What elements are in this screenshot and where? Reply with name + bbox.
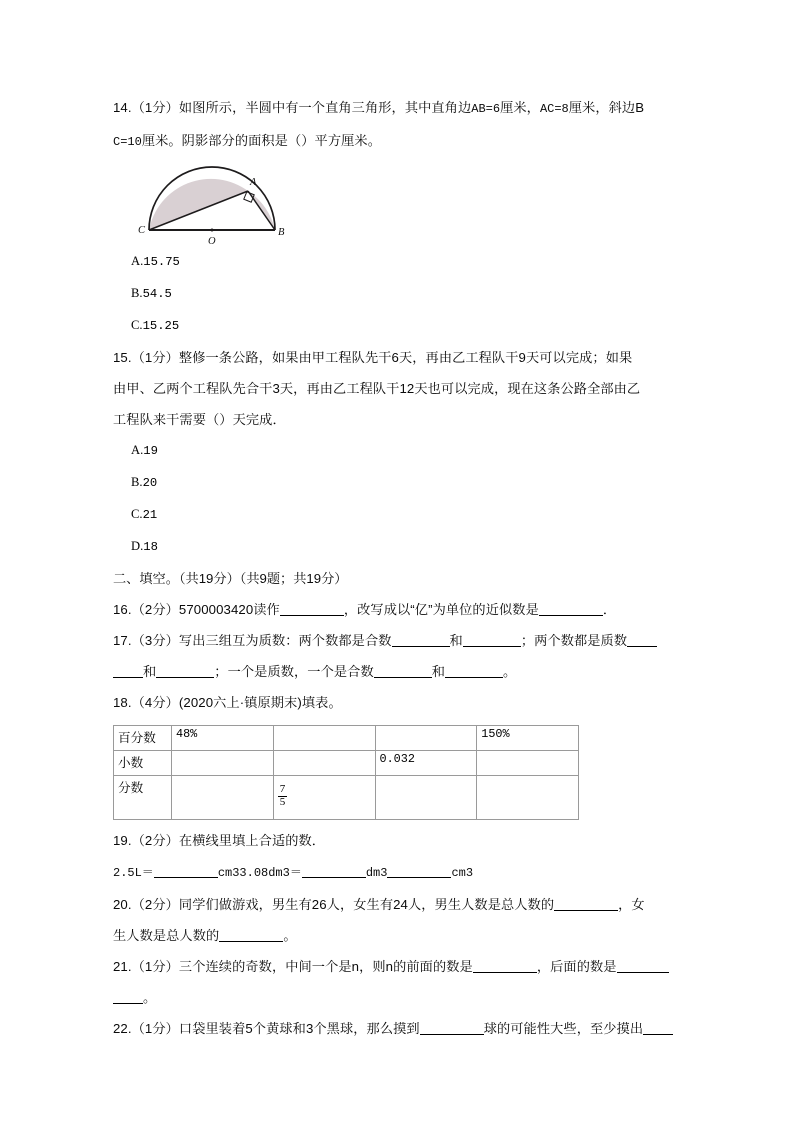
fraction-denominator: 5 — [279, 795, 286, 808]
question-17-seg2: 和 — [449, 633, 463, 648]
answer-blank[interactable] — [539, 615, 603, 616]
option-value: 18 — [143, 540, 158, 554]
svg-text:C: C — [138, 225, 146, 236]
table-row-decimal — [114, 751, 579, 776]
question-15-option-c[interactable] — [131, 499, 676, 531]
option-key: D. — [131, 539, 144, 553]
cell-percent-4[interactable]: 150% — [477, 726, 579, 751]
question-14-line2-a: C=10 — [113, 135, 142, 149]
answer-blank-wrap-end[interactable] — [113, 677, 143, 678]
cell-fraction-4[interactable] — [477, 776, 579, 820]
question-17-line2 — [113, 656, 676, 687]
cell-percent-1[interactable]: 48% — [172, 726, 274, 751]
option-key: A. — [131, 254, 144, 268]
question-20-l2-seg2: 。 — [283, 928, 297, 943]
option-value: 21 — [142, 508, 158, 522]
cell-fraction-3[interactable] — [375, 776, 477, 820]
answer-blank[interactable] — [554, 910, 618, 911]
row-header-fraction: 分数 — [114, 776, 172, 820]
question-20-line2 — [113, 920, 676, 951]
option-key: C. — [131, 318, 143, 332]
cell-decimal-4[interactable] — [477, 751, 579, 776]
question-19-seg2: cm33.08dm3＝ — [217, 866, 302, 880]
svg-text:O: O — [208, 236, 216, 246]
answer-blank[interactable] — [387, 877, 451, 878]
row-header-percent: 百分数 — [114, 726, 172, 751]
question-14-figure-wrap — [135, 160, 676, 246]
question-22-line1 — [113, 1013, 676, 1044]
question-17-l2-seg4: 。 — [503, 664, 517, 679]
question-18-prompt: 18.（4分）(2020六上·镇原期末)填表。 — [113, 695, 342, 710]
question-20-seg1: 20.（2分）同学们做游戏，男生有26人，女生有24人，男生人数是总人数的 — [113, 897, 555, 912]
answer-blank[interactable] — [280, 615, 344, 616]
question-17-seg1: 17.（3分）写出三组互为质数：两个数都是合数 — [113, 633, 392, 648]
answer-blank-wrap-start[interactable] — [617, 972, 669, 973]
cell-percent-3[interactable] — [375, 726, 477, 751]
question-20-seg2: ，女 — [618, 897, 645, 912]
question-19-seg3: dm3 — [365, 866, 388, 880]
cell-decimal-1[interactable] — [172, 751, 274, 776]
question-14 — [113, 92, 676, 125]
option-key: C. — [131, 507, 143, 521]
question-14-line2 — [113, 125, 676, 158]
question-19-prompt: 19.（2分）在横线里填上合适的数． — [113, 833, 326, 848]
cell-percent-2[interactable] — [273, 726, 375, 751]
answer-blank[interactable] — [463, 646, 521, 647]
option-value: 20 — [142, 476, 158, 490]
question-16-seg2: ，改写成以“亿”为单位的近似数是 — [343, 602, 539, 617]
table-row-percent — [114, 726, 579, 751]
question-15-option-b[interactable] — [131, 467, 676, 499]
question-16-seg1: 16.（2分）5700003420读作 — [113, 602, 280, 617]
question-15-option-a[interactable] — [131, 435, 676, 467]
semicircle-triangle-figure — [135, 160, 295, 246]
question-14-option-b[interactable] — [131, 278, 676, 310]
question-22-seg2: 球的可能性大些，至少摸出 — [483, 1021, 644, 1036]
question-21-line2 — [113, 982, 676, 1013]
question-14-text-e: 厘米，斜边B — [568, 100, 645, 115]
svg-text:B: B — [278, 227, 285, 238]
option-value: 15.25 — [142, 319, 180, 333]
answer-blank-wrap-end[interactable] — [113, 1003, 143, 1004]
question-17-line1 — [113, 625, 676, 656]
question-21-seg1: 21.（1分）三个连续的奇数，中间一个是n，则n的前面的数是 — [113, 959, 473, 974]
question-15-line3: 工程队来干需要（）天完成． — [113, 412, 286, 427]
option-value: 54.5 — [142, 287, 172, 301]
section-heading-fill-in-blank: 二、填空。（共19分）（共9题；共19分） — [113, 571, 348, 586]
question-14-line2-b: 厘米。阴影部分的面积是（）平方厘米。 — [141, 133, 381, 148]
cell-decimal-3[interactable]: 0.032 — [375, 751, 477, 776]
percent-decimal-fraction-table — [113, 725, 579, 820]
question-17-l2-seg2: ；一个是质数，一个是合数 — [214, 664, 374, 679]
question-22-seg1: 22.（1分）口袋里装着5个黄球和3个黑球，那么摸到 — [113, 1021, 420, 1036]
question-16 — [113, 594, 676, 625]
option-key: B. — [131, 475, 143, 489]
answer-blank[interactable] — [302, 877, 366, 878]
option-key: A. — [131, 443, 144, 457]
question-20-line1 — [113, 889, 676, 920]
question-14-option-c[interactable] — [131, 310, 676, 342]
option-value: 19 — [143, 444, 158, 458]
question-15-line2: 由甲、乙两个工程队先合干3天，再由乙工程队干12天也可以完成，现在这条公路全部由乙 — [113, 381, 641, 396]
svg-text:A: A — [250, 177, 257, 188]
answer-blank[interactable] — [445, 677, 503, 678]
question-19-line — [113, 856, 676, 889]
question-21-l2-seg1: 。 — [143, 990, 157, 1005]
question-14-text-d: AC=8 — [539, 102, 569, 116]
question-19-seg1: 2.5L＝ — [113, 866, 154, 880]
question-16-seg3: ． — [602, 602, 617, 617]
question-17-seg3: ；两个数都是质数 — [520, 633, 628, 648]
question-15-line1: 15.（1分）整修一条公路，如果由甲工程队先干6天，再由乙工程队干9天可以完成；如果 — [113, 350, 633, 365]
answer-blank[interactable] — [156, 677, 214, 678]
question-20-l2-seg1: 生人数是总人数的 — [113, 928, 220, 943]
answer-blank[interactable] — [420, 1034, 484, 1035]
table-row-fraction — [114, 776, 579, 820]
answer-blank[interactable] — [374, 677, 432, 678]
answer-blank[interactable] — [392, 646, 450, 647]
fraction-seven-fifths — [278, 784, 288, 808]
question-14-text-c: 厘米， — [500, 100, 540, 115]
answer-blank-wrap-start[interactable] — [627, 646, 657, 647]
question-19-seg4: cm3 — [451, 866, 474, 880]
cell-decimal-2[interactable] — [273, 751, 375, 776]
option-key: B. — [131, 286, 143, 300]
fraction-numerator: 7 — [279, 783, 286, 795]
question-15-option-d[interactable] — [131, 531, 676, 563]
question-14-text-b: AB=6 — [471, 102, 501, 116]
question-17-l2-seg3: 和 — [431, 664, 446, 679]
answer-blank-cut-off[interactable] — [643, 1034, 673, 1035]
answer-blank[interactable] — [473, 972, 537, 973]
question-21-line1 — [113, 951, 676, 982]
question-17-l2-seg1: 和 — [143, 664, 157, 679]
question-21-seg2: ，后面的数是 — [536, 959, 617, 974]
answer-blank[interactable] — [219, 941, 283, 942]
question-14-text-a: 14.（1分）如图所示，半圆中有一个直角三角形，其中直角边 — [113, 100, 472, 115]
answer-blank[interactable] — [154, 877, 218, 878]
cell-fraction-1[interactable] — [172, 776, 274, 820]
option-value: 15.75 — [143, 255, 180, 269]
cell-fraction-2[interactable] — [273, 776, 375, 820]
row-header-decimal: 小数 — [114, 751, 172, 776]
question-14-option-a[interactable] — [131, 246, 676, 278]
